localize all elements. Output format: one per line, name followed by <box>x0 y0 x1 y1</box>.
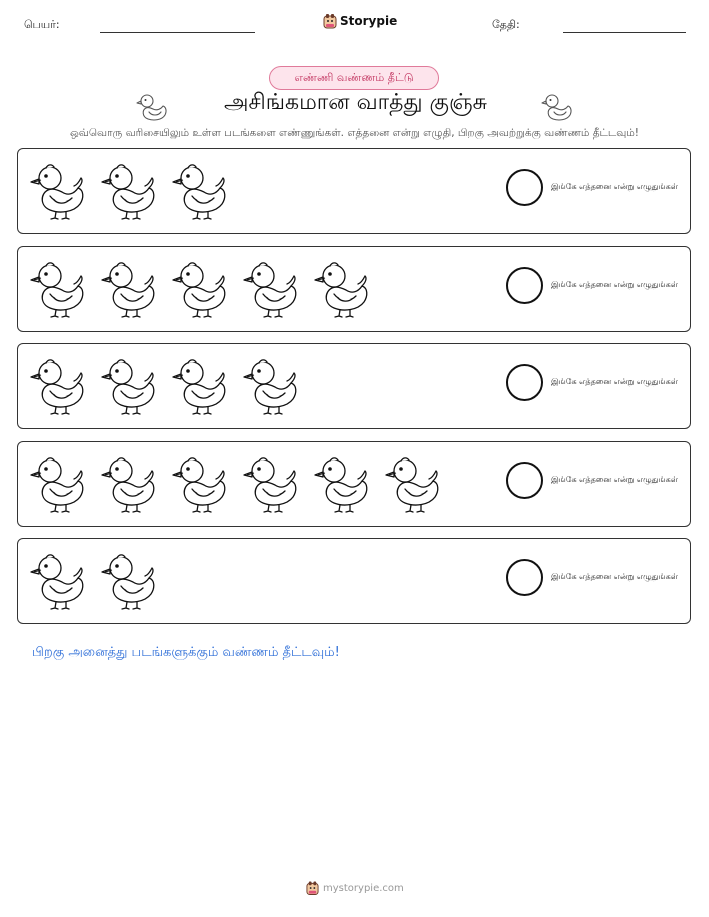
date-label: தேதி: <box>492 18 520 31</box>
counting-row <box>17 148 691 234</box>
duckling-icon <box>241 256 301 318</box>
duckling-icon <box>28 451 88 513</box>
duckling-group <box>28 548 170 610</box>
duckling-icon <box>28 548 88 610</box>
duckling-icon <box>170 256 230 318</box>
duckling-group <box>28 256 383 318</box>
activity-badge: எண்ணி வண்ணம் தீட்டு <box>269 66 439 90</box>
duckling-icon <box>99 158 159 220</box>
brand-name: Storypie <box>340 14 398 28</box>
answer-hint: இங்கே எத்தனை என்று எழுதுங்கள் <box>551 572 678 581</box>
duckling-group <box>28 451 454 513</box>
answer-circle[interactable] <box>506 559 543 596</box>
duckling-icon <box>99 256 159 318</box>
answer-circle[interactable] <box>506 267 543 304</box>
answer-hint: இங்கே எத்தனை என்று எழுதுங்கள் <box>551 182 678 191</box>
duckling-icon <box>99 548 159 610</box>
storypie-logo-icon <box>323 13 337 29</box>
duckling-group <box>28 158 241 220</box>
footer-brand <box>306 880 404 896</box>
title-row <box>0 90 709 124</box>
brand <box>323 13 397 29</box>
counting-row <box>17 538 691 624</box>
footer-url: mystorypie.com <box>323 882 404 894</box>
duckling-icon <box>383 451 443 513</box>
answer-hint: இங்கே எத்தனை என்று எழுதுங்கள் <box>551 474 678 484</box>
duckling-icon <box>312 451 372 513</box>
duck-icon <box>136 92 168 122</box>
duckling-icon <box>312 256 372 318</box>
duckling-icon <box>170 158 230 220</box>
answer-circle[interactable] <box>506 169 543 206</box>
duckling-group <box>28 353 312 415</box>
page-title: அசிங்கமான வாத்து குஞ்சு <box>224 90 487 115</box>
duckling-icon <box>170 451 230 513</box>
counting-row <box>17 441 691 527</box>
answer-hint: இங்கே எத்தனை என்று எழுதுங்கள் <box>551 377 678 386</box>
answer-hint: இங்கே எத்தனை என்று எழுதுங்கள் <box>551 279 678 289</box>
duckling-icon <box>99 451 159 513</box>
date-field-line[interactable] <box>563 32 686 33</box>
instruction-text: ஒவ்வொரு வரிசையிலும் உள்ள படங்களை எண்ணுங்கள். எத்தனை என்று எழுதி, பிறகு அவற்றுக்கு வண்ணம் தீட்டவும்! <box>70 127 639 139</box>
answer-circle[interactable] <box>506 364 543 401</box>
duck-icon <box>541 92 573 122</box>
name-label: பெயர்: <box>24 18 60 31</box>
duckling-icon <box>28 158 88 220</box>
duckling-icon <box>99 353 159 415</box>
counting-row <box>17 343 691 429</box>
duckling-icon <box>241 353 301 415</box>
counting-row <box>17 246 691 332</box>
duckling-icon <box>241 451 301 513</box>
duckling-icon <box>170 353 230 415</box>
name-field-line[interactable] <box>100 32 255 33</box>
header <box>0 0 709 50</box>
duckling-icon <box>28 353 88 415</box>
answer-circle[interactable] <box>506 462 543 499</box>
footer-note: பிறகு அனைத்து படங்களுக்கும் வண்ணம் தீட்டவும்! <box>32 645 340 660</box>
storypie-logo-icon <box>306 880 319 896</box>
duckling-icon <box>28 256 88 318</box>
